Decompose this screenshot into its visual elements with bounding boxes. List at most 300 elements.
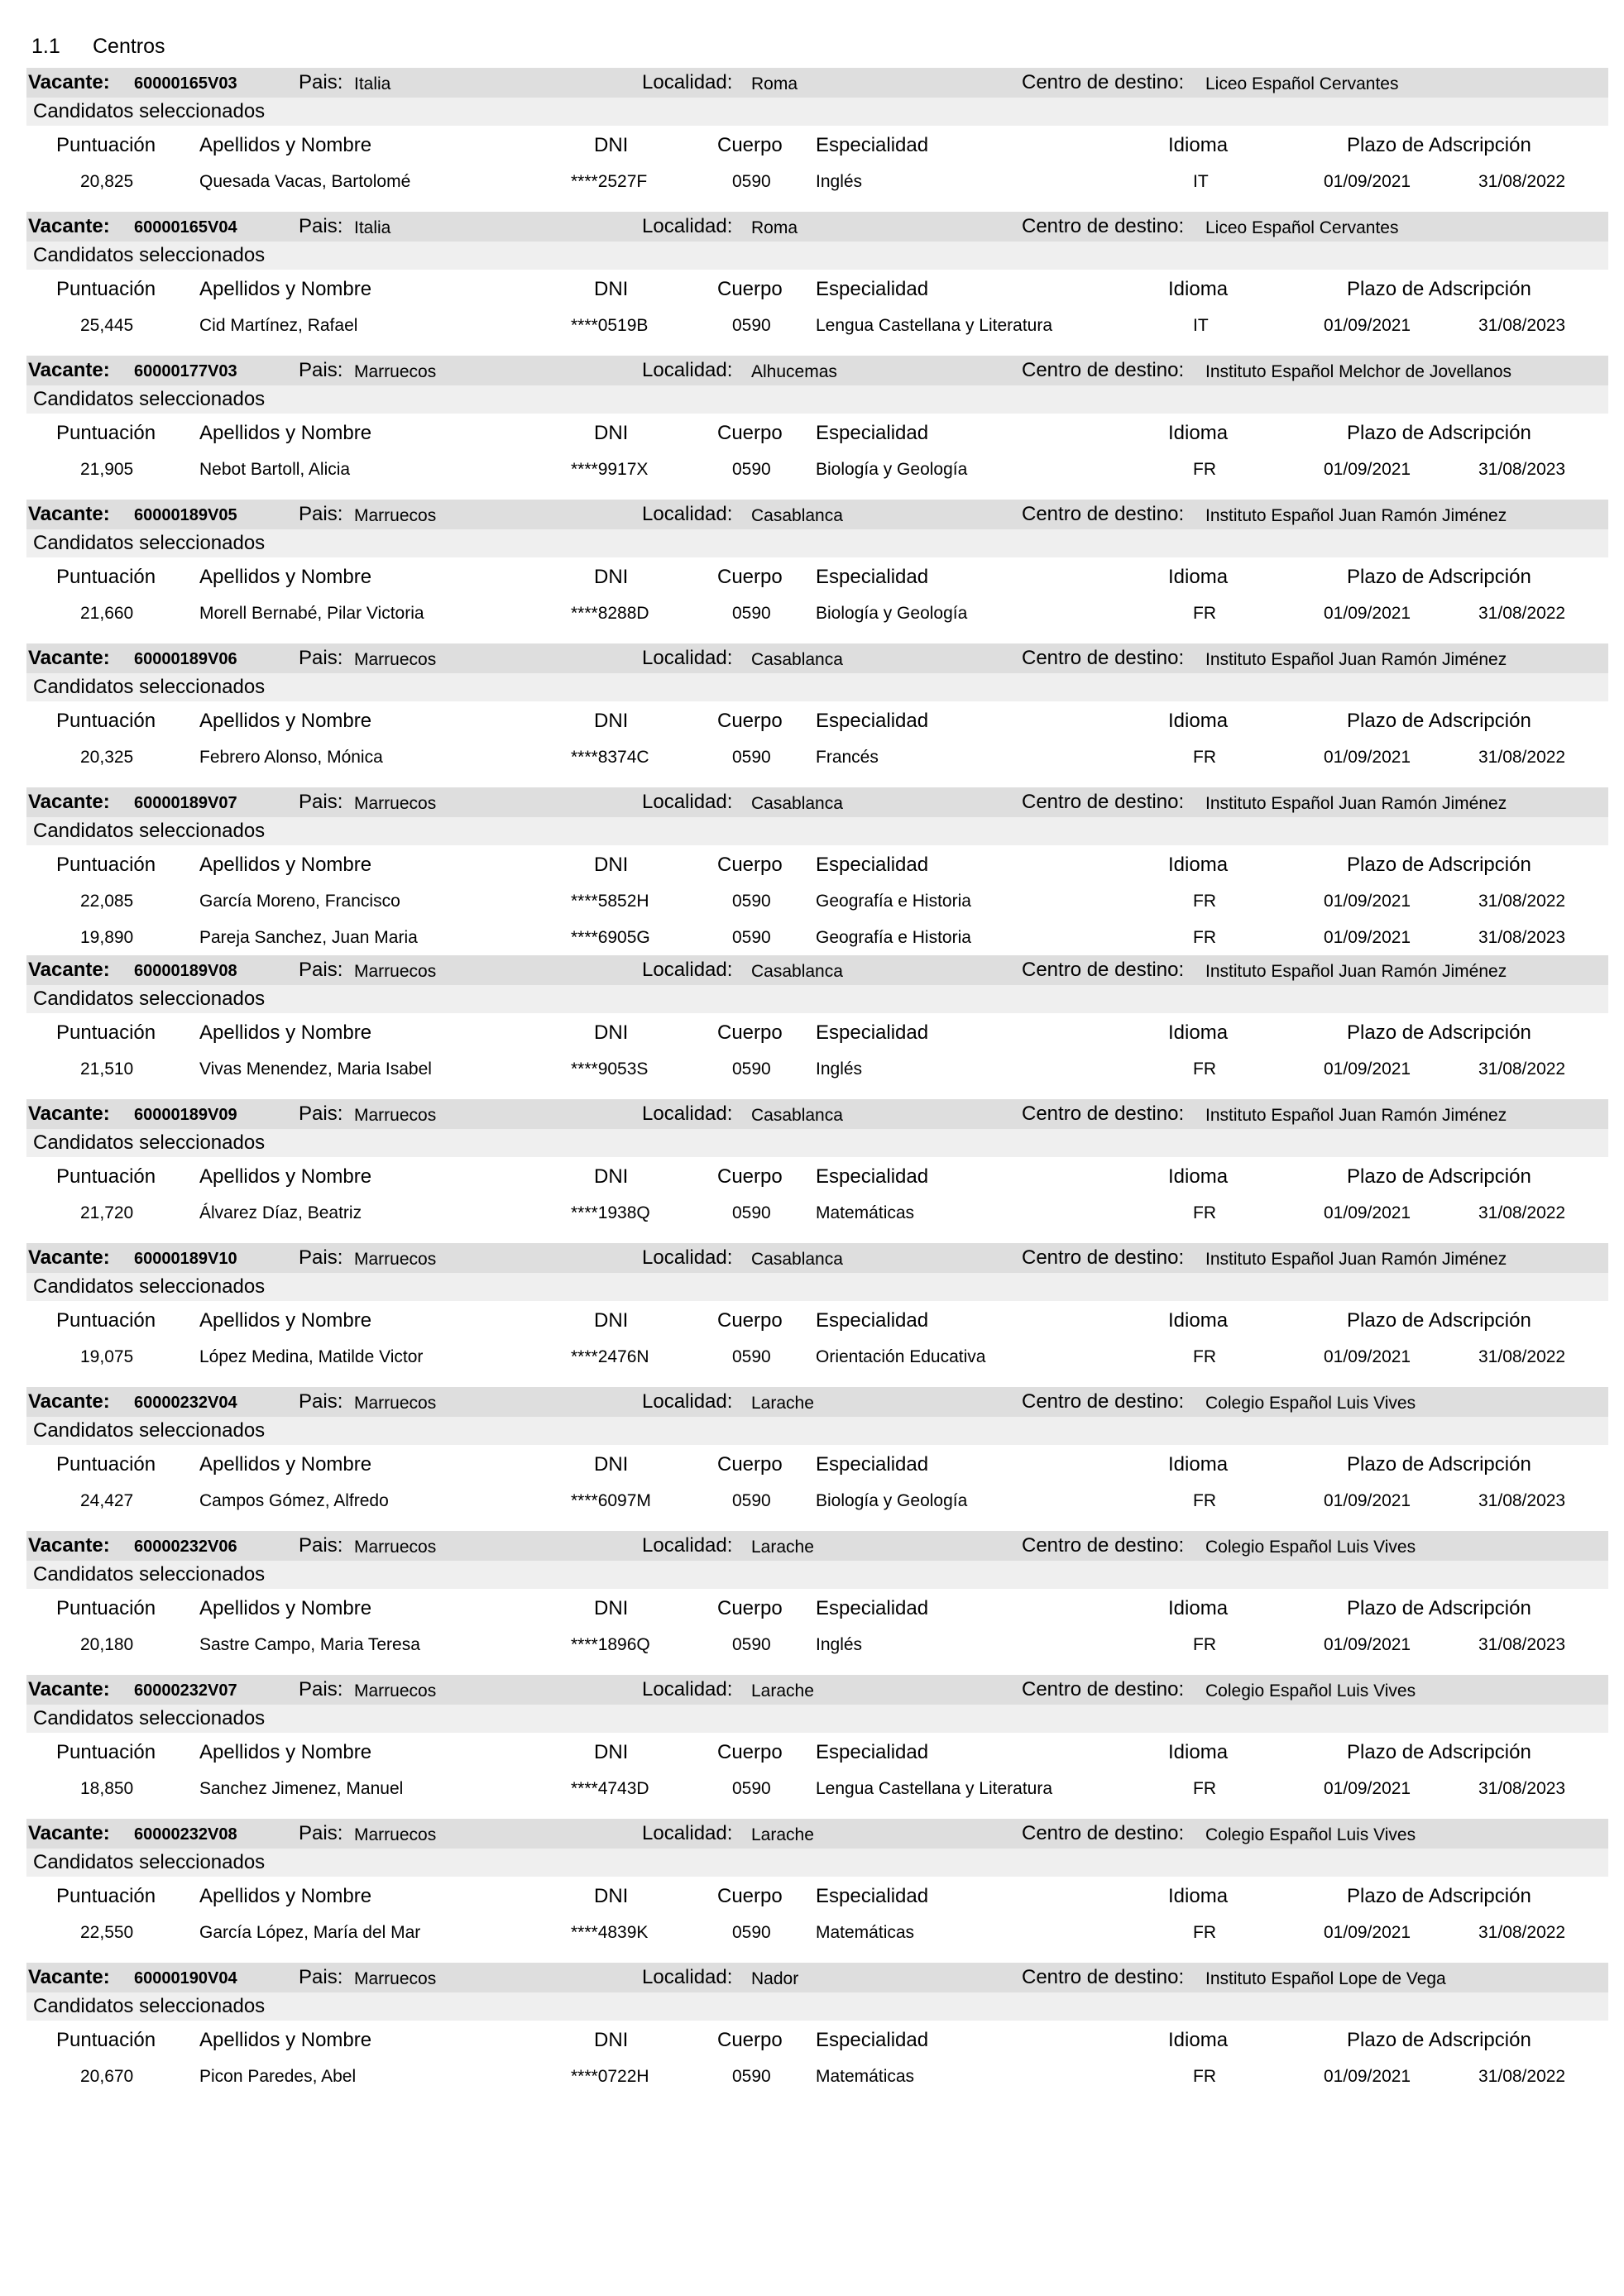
- header-language: Idioma: [1168, 854, 1229, 876]
- candidate-score: 20,670: [80, 2067, 134, 2086]
- period-end: 31/08/2023: [1478, 460, 1566, 479]
- country-value: Marruecos: [354, 794, 437, 813]
- period-end: 31/08/2022: [1478, 892, 1566, 911]
- header-language: Idioma: [1168, 1597, 1229, 1619]
- candidate-score: 20,325: [80, 748, 134, 767]
- candidate-language: FR: [1193, 1203, 1216, 1222]
- column-headers: [26, 129, 1608, 162]
- candidate-dni: ****9053S: [571, 1060, 649, 1079]
- locality-value: Casablanca: [751, 1106, 843, 1125]
- header-specialty: Especialidad: [816, 566, 929, 588]
- locality-label: Localidad:: [642, 1103, 733, 1125]
- vacancy-header: [26, 1819, 1608, 1849]
- vacancy-block: [26, 787, 1608, 966]
- destination-label: Centro de destino:: [1022, 1534, 1185, 1557]
- candidate-specialty: Biología y Geología: [816, 460, 968, 479]
- candidate-row: [26, 1053, 1608, 1086]
- header-language: Idioma: [1168, 710, 1229, 732]
- candidate-body: 0590: [732, 1203, 771, 1222]
- header-dni: DNI: [594, 566, 629, 588]
- header-score: Puntuación: [56, 278, 156, 300]
- header-period: Plazo de Adscripción: [1347, 710, 1531, 732]
- selected-candidates-label: Candidatos seleccionados: [33, 1131, 266, 1154]
- header-period: Plazo de Adscripción: [1347, 134, 1531, 156]
- header-specialty: Especialidad: [816, 854, 929, 876]
- candidate-language: FR: [1193, 892, 1216, 911]
- header-specialty: Especialidad: [816, 278, 929, 300]
- candidate-language: FR: [1193, 1923, 1216, 1942]
- vacancy-label: Vacante:: [28, 1246, 110, 1269]
- header-name: Apellidos y Nombre: [199, 1741, 372, 1763]
- period-end: 31/08/2022: [1478, 1347, 1566, 1366]
- header-score: Puntuación: [56, 1597, 156, 1619]
- candidate-row: [26, 453, 1608, 486]
- candidate-specialty: Inglés: [816, 172, 863, 191]
- candidate-language: FR: [1193, 604, 1216, 623]
- candidate-body: 0590: [732, 316, 771, 335]
- destination-label: Centro de destino:: [1022, 359, 1185, 381]
- column-headers: [26, 1592, 1608, 1625]
- header-dni: DNI: [594, 2029, 629, 2051]
- destination-value: Liceo Español Cervantes: [1205, 218, 1399, 237]
- vacancy-code: 60000189V08: [134, 962, 237, 980]
- locality-label: Localidad:: [642, 1822, 733, 1844]
- column-headers: [26, 1016, 1608, 1050]
- candidate-name: Quesada Vacas, Bartolomé: [199, 172, 411, 191]
- header-name: Apellidos y Nombre: [199, 710, 372, 732]
- header-specialty: Especialidad: [816, 1021, 929, 1044]
- candidate-row: [26, 165, 1608, 199]
- selected-candidates-bar: [26, 1992, 1608, 2021]
- header-language: Idioma: [1168, 566, 1229, 588]
- candidate-specialty: Biología y Geología: [816, 1491, 968, 1510]
- vacancy-code: 60000232V04: [134, 1394, 237, 1412]
- header-specialty: Especialidad: [816, 1453, 929, 1476]
- candidate-dni: ****4839K: [571, 1923, 649, 1942]
- header-body: Cuerpo: [717, 566, 783, 588]
- destination-value: Instituto Español Juan Ramón Jiménez: [1205, 794, 1507, 813]
- header-specialty: Especialidad: [816, 134, 929, 156]
- candidate-score: 18,850: [80, 1779, 134, 1798]
- candidate-name: Pareja Sanchez, Juan Maria: [199, 928, 418, 947]
- locality-value: Roma: [751, 74, 798, 93]
- locality-value: Casablanca: [751, 506, 843, 525]
- column-headers: [26, 1736, 1608, 1769]
- period-start: 01/09/2021: [1324, 1347, 1411, 1366]
- period-end: 31/08/2022: [1478, 2067, 1566, 2086]
- country-label: Pais:: [299, 1390, 343, 1413]
- header-body: Cuerpo: [717, 134, 783, 156]
- period-start: 01/09/2021: [1324, 172, 1411, 191]
- candidate-row: [26, 741, 1608, 774]
- candidate-score: 21,660: [80, 604, 134, 623]
- header-name: Apellidos y Nombre: [199, 1165, 372, 1188]
- period-start: 01/09/2021: [1324, 1060, 1411, 1079]
- period-start: 01/09/2021: [1324, 928, 1411, 947]
- locality-label: Localidad:: [642, 791, 733, 813]
- candidate-body: 0590: [732, 928, 771, 947]
- header-dni: DNI: [594, 422, 629, 444]
- vacancy-block: [26, 1099, 1608, 1243]
- header-body: Cuerpo: [717, 1453, 783, 1476]
- period-start: 01/09/2021: [1324, 1779, 1411, 1798]
- locality-value: Larache: [751, 1394, 814, 1413]
- selected-candidates-label: Candidatos seleccionados: [33, 388, 266, 410]
- locality-label: Localidad:: [642, 1534, 733, 1557]
- vacancy-label: Vacante:: [28, 215, 110, 237]
- vacancy-header: [26, 787, 1608, 817]
- destination-label: Centro de destino:: [1022, 215, 1185, 237]
- header-period: Plazo de Adscripción: [1347, 422, 1531, 444]
- destination-label: Centro de destino:: [1022, 1390, 1185, 1413]
- destination-value: Colegio Español Luis Vives: [1205, 1538, 1416, 1557]
- vacancy-label: Vacante:: [28, 71, 110, 93]
- locality-value: Larache: [751, 1681, 814, 1700]
- selected-candidates-label: Candidatos seleccionados: [33, 1995, 266, 2017]
- period-end: 31/08/2023: [1478, 1491, 1566, 1510]
- selected-candidates-bar: [26, 1417, 1608, 1445]
- vacancy-header: [26, 1963, 1608, 1992]
- vacancy-header: [26, 1675, 1608, 1705]
- candidate-name: Nebot Bartoll, Alicia: [199, 460, 351, 479]
- vacancy-header: [26, 1099, 1608, 1129]
- candidate-specialty: Lengua Castellana y Literatura: [816, 316, 1053, 335]
- header-dni: DNI: [594, 278, 629, 300]
- candidate-score: 24,427: [80, 1491, 134, 1510]
- column-headers: [26, 1160, 1608, 1193]
- vacancy-block: [26, 1675, 1608, 1819]
- destination-label: Centro de destino:: [1022, 1822, 1185, 1844]
- candidate-specialty: Lengua Castellana y Literatura: [816, 1779, 1053, 1798]
- locality-label: Localidad:: [642, 1678, 733, 1700]
- country-value: Marruecos: [354, 1825, 437, 1844]
- header-period: Plazo de Adscripción: [1347, 278, 1531, 300]
- candidate-body: 0590: [732, 1779, 771, 1798]
- header-language: Idioma: [1168, 1309, 1229, 1332]
- candidate-score: 20,825: [80, 172, 134, 191]
- section-number: 1.1: [31, 35, 60, 58]
- candidate-dni: ****5852H: [571, 892, 649, 911]
- country-value: Marruecos: [354, 1106, 437, 1125]
- destination-value: Instituto Español Lope de Vega: [1205, 1969, 1446, 1988]
- candidate-language: FR: [1193, 1635, 1216, 1654]
- period-start: 01/09/2021: [1324, 460, 1411, 479]
- vacancy-block: [26, 356, 1608, 500]
- vacancy-label: Vacante:: [28, 1822, 110, 1844]
- header-period: Plazo de Adscripción: [1347, 1021, 1531, 1044]
- vacancy-label: Vacante:: [28, 1390, 110, 1413]
- locality-label: Localidad:: [642, 503, 733, 525]
- vacancy-block: [26, 68, 1608, 212]
- candidate-dni: ****1938Q: [571, 1203, 650, 1222]
- candidate-dni: ****4743D: [571, 1779, 649, 1798]
- country-value: Italia: [354, 74, 391, 93]
- candidate-name: Febrero Alonso, Mónica: [199, 748, 383, 767]
- candidate-row: [26, 921, 1608, 954]
- candidate-specialty: Matemáticas: [816, 2067, 915, 2086]
- header-body: Cuerpo: [717, 1885, 783, 1907]
- column-headers: [26, 1448, 1608, 1481]
- vacancy-code: 60000189V07: [134, 794, 237, 812]
- header-dni: DNI: [594, 134, 629, 156]
- header-body: Cuerpo: [717, 278, 783, 300]
- country-label: Pais:: [299, 959, 343, 981]
- header-specialty: Especialidad: [816, 1309, 929, 1332]
- locality-value: Roma: [751, 218, 798, 237]
- period-end: 31/08/2022: [1478, 1060, 1566, 1079]
- header-language: Idioma: [1168, 278, 1229, 300]
- locality-value: Larache: [751, 1825, 814, 1844]
- selected-candidates-label: Candidatos seleccionados: [33, 1707, 266, 1729]
- candidate-name: Picon Paredes, Abel: [199, 2067, 357, 2086]
- country-label: Pais:: [299, 1103, 343, 1125]
- candidate-language: FR: [1193, 2067, 1216, 2086]
- header-period: Plazo de Adscripción: [1347, 854, 1531, 876]
- locality-label: Localidad:: [642, 71, 733, 93]
- country-value: Italia: [354, 218, 391, 237]
- candidate-row: [26, 1341, 1608, 1374]
- vacancy-label: Vacante:: [28, 1534, 110, 1557]
- candidate-language: FR: [1193, 748, 1216, 767]
- selected-candidates-bar: [26, 817, 1608, 845]
- candidate-dni: ****6097M: [571, 1491, 651, 1510]
- country-label: Pais:: [299, 71, 343, 93]
- locality-value: Larache: [751, 1538, 814, 1557]
- candidate-body: 0590: [732, 1347, 771, 1366]
- vacancy-header: [26, 955, 1608, 985]
- header-score: Puntuación: [56, 422, 156, 444]
- header-language: Idioma: [1168, 1165, 1229, 1188]
- selected-candidates-label: Candidatos seleccionados: [33, 244, 266, 266]
- destination-value: Colegio Español Luis Vives: [1205, 1825, 1416, 1844]
- country-value: Marruecos: [354, 362, 437, 381]
- header-body: Cuerpo: [717, 1741, 783, 1763]
- period-start: 01/09/2021: [1324, 1923, 1411, 1942]
- candidate-body: 0590: [732, 892, 771, 911]
- column-headers: [26, 561, 1608, 594]
- header-name: Apellidos y Nombre: [199, 854, 372, 876]
- candidate-specialty: Francés: [816, 748, 879, 767]
- candidate-language: FR: [1193, 1347, 1216, 1366]
- destination-label: Centro de destino:: [1022, 791, 1185, 813]
- vacancy-label: Vacante:: [28, 1966, 110, 1988]
- header-specialty: Especialidad: [816, 2029, 929, 2051]
- candidate-name: López Medina, Matilde Victor: [199, 1347, 424, 1366]
- section-title: Centros: [93, 35, 165, 58]
- period-end: 31/08/2022: [1478, 1203, 1566, 1222]
- header-period: Plazo de Adscripción: [1347, 1885, 1531, 1907]
- candidate-specialty: Orientación Educativa: [816, 1347, 986, 1366]
- vacancy-code: 60000189V10: [134, 1250, 237, 1268]
- vacancy-label: Vacante:: [28, 503, 110, 525]
- header-dni: DNI: [594, 1597, 629, 1619]
- column-headers: [26, 1304, 1608, 1337]
- selected-candidates-label: Candidatos seleccionados: [33, 100, 266, 122]
- selected-candidates-bar: [26, 385, 1608, 414]
- vacancy-header: [26, 643, 1608, 673]
- candidate-body: 0590: [732, 1491, 771, 1510]
- selected-candidates-label: Candidatos seleccionados: [33, 1851, 266, 1873]
- destination-label: Centro de destino:: [1022, 647, 1185, 669]
- header-score: Puntuación: [56, 1453, 156, 1476]
- header-name: Apellidos y Nombre: [199, 134, 372, 156]
- vacancy-label: Vacante:: [28, 1103, 110, 1125]
- vacancy-label: Vacante:: [28, 959, 110, 981]
- candidate-body: 0590: [732, 748, 771, 767]
- candidate-specialty: Matemáticas: [816, 1203, 915, 1222]
- header-dni: DNI: [594, 1021, 629, 1044]
- locality-value: Casablanca: [751, 794, 843, 813]
- candidate-language: FR: [1193, 1779, 1216, 1798]
- destination-value: Instituto Español Juan Ramón Jiménez: [1205, 506, 1507, 525]
- candidate-language: FR: [1193, 460, 1216, 479]
- selected-candidates-bar: [26, 673, 1608, 701]
- period-start: 01/09/2021: [1324, 892, 1411, 911]
- header-period: Plazo de Adscripción: [1347, 1453, 1531, 1476]
- header-specialty: Especialidad: [816, 422, 929, 444]
- candidate-name: Sanchez Jimenez, Manuel: [199, 1779, 404, 1798]
- locality-label: Localidad:: [642, 959, 733, 981]
- header-specialty: Especialidad: [816, 1165, 929, 1188]
- vacancy-code: 60000232V06: [134, 1538, 237, 1556]
- vacancy-code: 60000189V05: [134, 506, 237, 524]
- candidate-specialty: Matemáticas: [816, 1923, 915, 1942]
- period-start: 01/09/2021: [1324, 604, 1411, 623]
- header-score: Puntuación: [56, 566, 156, 588]
- country-value: Marruecos: [354, 1394, 437, 1413]
- header-score: Puntuación: [56, 1021, 156, 1044]
- header-language: Idioma: [1168, 1741, 1229, 1763]
- candidate-name: Sastre Campo, Maria Teresa: [199, 1635, 420, 1654]
- destination-value: Instituto Español Juan Ramón Jiménez: [1205, 650, 1507, 669]
- header-body: Cuerpo: [717, 1309, 783, 1332]
- candidate-row: [26, 1772, 1608, 1806]
- candidate-score: 21,905: [80, 460, 134, 479]
- header-language: Idioma: [1168, 1453, 1229, 1476]
- header-name: Apellidos y Nombre: [199, 566, 372, 588]
- country-label: Pais:: [299, 1534, 343, 1557]
- destination-value: Instituto Español Juan Ramón Jiménez: [1205, 1106, 1507, 1125]
- selected-candidates-label: Candidatos seleccionados: [33, 988, 266, 1010]
- header-score: Puntuación: [56, 2029, 156, 2051]
- candidate-dni: ****2476N: [571, 1347, 649, 1366]
- period-end: 31/08/2022: [1478, 604, 1566, 623]
- locality-value: Alhucemas: [751, 362, 837, 381]
- destination-label: Centro de destino:: [1022, 1246, 1185, 1269]
- period-end: 31/08/2022: [1478, 172, 1566, 191]
- header-name: Apellidos y Nombre: [199, 1597, 372, 1619]
- country-value: Marruecos: [354, 1969, 437, 1988]
- candidate-body: 0590: [732, 172, 771, 191]
- candidate-score: 25,445: [80, 316, 134, 335]
- vacancy-label: Vacante:: [28, 359, 110, 381]
- vacancy-label: Vacante:: [28, 1678, 110, 1700]
- candidate-specialty: Geografía e Historia: [816, 928, 971, 947]
- locality-value: Casablanca: [751, 1250, 843, 1269]
- header-score: Puntuación: [56, 134, 156, 156]
- header-period: Plazo de Adscripción: [1347, 1741, 1531, 1763]
- locality-value: Nador: [751, 1969, 799, 1988]
- locality-value: Casablanca: [751, 650, 843, 669]
- destination-value: Colegio Español Luis Vives: [1205, 1394, 1416, 1413]
- header-dni: DNI: [594, 1309, 629, 1332]
- selected-candidates-label: Candidatos seleccionados: [33, 1419, 266, 1442]
- destination-value: Colegio Español Luis Vives: [1205, 1681, 1416, 1700]
- vacancy-code: 60000165V03: [134, 74, 237, 93]
- candidate-score: 20,180: [80, 1635, 134, 1654]
- vacancy-header: [26, 68, 1608, 98]
- candidate-dni: ****6905G: [571, 928, 650, 947]
- vacancy-header: [26, 212, 1608, 242]
- country-label: Pais:: [299, 503, 343, 525]
- candidate-specialty: Geografía e Historia: [816, 892, 971, 911]
- locality-value: Casablanca: [751, 962, 843, 981]
- header-period: Plazo de Adscripción: [1347, 1165, 1531, 1188]
- period-start: 01/09/2021: [1324, 1491, 1411, 1510]
- selected-candidates-bar: [26, 1849, 1608, 1877]
- candidate-row: [26, 309, 1608, 342]
- selected-candidates-bar: [26, 1561, 1608, 1589]
- header-body: Cuerpo: [717, 1165, 783, 1188]
- candidate-body: 0590: [732, 1923, 771, 1942]
- period-start: 01/09/2021: [1324, 316, 1411, 335]
- candidate-score: 19,075: [80, 1347, 134, 1366]
- period-end: 31/08/2023: [1478, 1779, 1566, 1798]
- candidate-score: 22,085: [80, 892, 134, 911]
- period-start: 01/09/2021: [1324, 2067, 1411, 2086]
- column-headers: [26, 849, 1608, 882]
- destination-value: Liceo Español Cervantes: [1205, 74, 1399, 93]
- header-body: Cuerpo: [717, 422, 783, 444]
- destination-value: Instituto Español Melchor de Jovellanos: [1205, 362, 1512, 381]
- header-name: Apellidos y Nombre: [199, 1021, 372, 1044]
- country-label: Pais:: [299, 1678, 343, 1700]
- candidate-dni: ****0722H: [571, 2067, 649, 2086]
- header-body: Cuerpo: [717, 1597, 783, 1619]
- selected-candidates-label: Candidatos seleccionados: [33, 1563, 266, 1586]
- country-label: Pais:: [299, 1966, 343, 1988]
- vacancy-code: 60000189V09: [134, 1106, 237, 1124]
- locality-label: Localidad:: [642, 215, 733, 237]
- header-period: Plazo de Adscripción: [1347, 566, 1531, 588]
- header-body: Cuerpo: [717, 1021, 783, 1044]
- header-name: Apellidos y Nombre: [199, 1309, 372, 1332]
- country-value: Marruecos: [354, 650, 437, 669]
- header-specialty: Especialidad: [816, 710, 929, 732]
- header-score: Puntuación: [56, 1885, 156, 1907]
- candidate-body: 0590: [732, 604, 771, 623]
- country-label: Pais:: [299, 215, 343, 237]
- header-period: Plazo de Adscripción: [1347, 2029, 1531, 2051]
- country-value: Marruecos: [354, 1250, 437, 1269]
- candidate-row: [26, 885, 1608, 918]
- candidate-name: Cid Martínez, Rafael: [199, 316, 358, 335]
- header-dni: DNI: [594, 854, 629, 876]
- candidate-dni: ****0519B: [571, 316, 649, 335]
- header-language: Idioma: [1168, 1021, 1229, 1044]
- header-name: Apellidos y Nombre: [199, 1885, 372, 1907]
- vacancy-code: 60000190V04: [134, 1969, 237, 1987]
- country-value: Marruecos: [354, 506, 437, 525]
- destination-label: Centro de destino:: [1022, 503, 1185, 525]
- selected-candidates-label: Candidatos seleccionados: [33, 676, 266, 698]
- candidate-specialty: Inglés: [816, 1635, 863, 1654]
- locality-label: Localidad:: [642, 1246, 733, 1269]
- country-label: Pais:: [299, 791, 343, 813]
- candidate-name: García López, María del Mar: [199, 1923, 421, 1942]
- country-label: Pais:: [299, 359, 343, 381]
- header-language: Idioma: [1168, 1885, 1229, 1907]
